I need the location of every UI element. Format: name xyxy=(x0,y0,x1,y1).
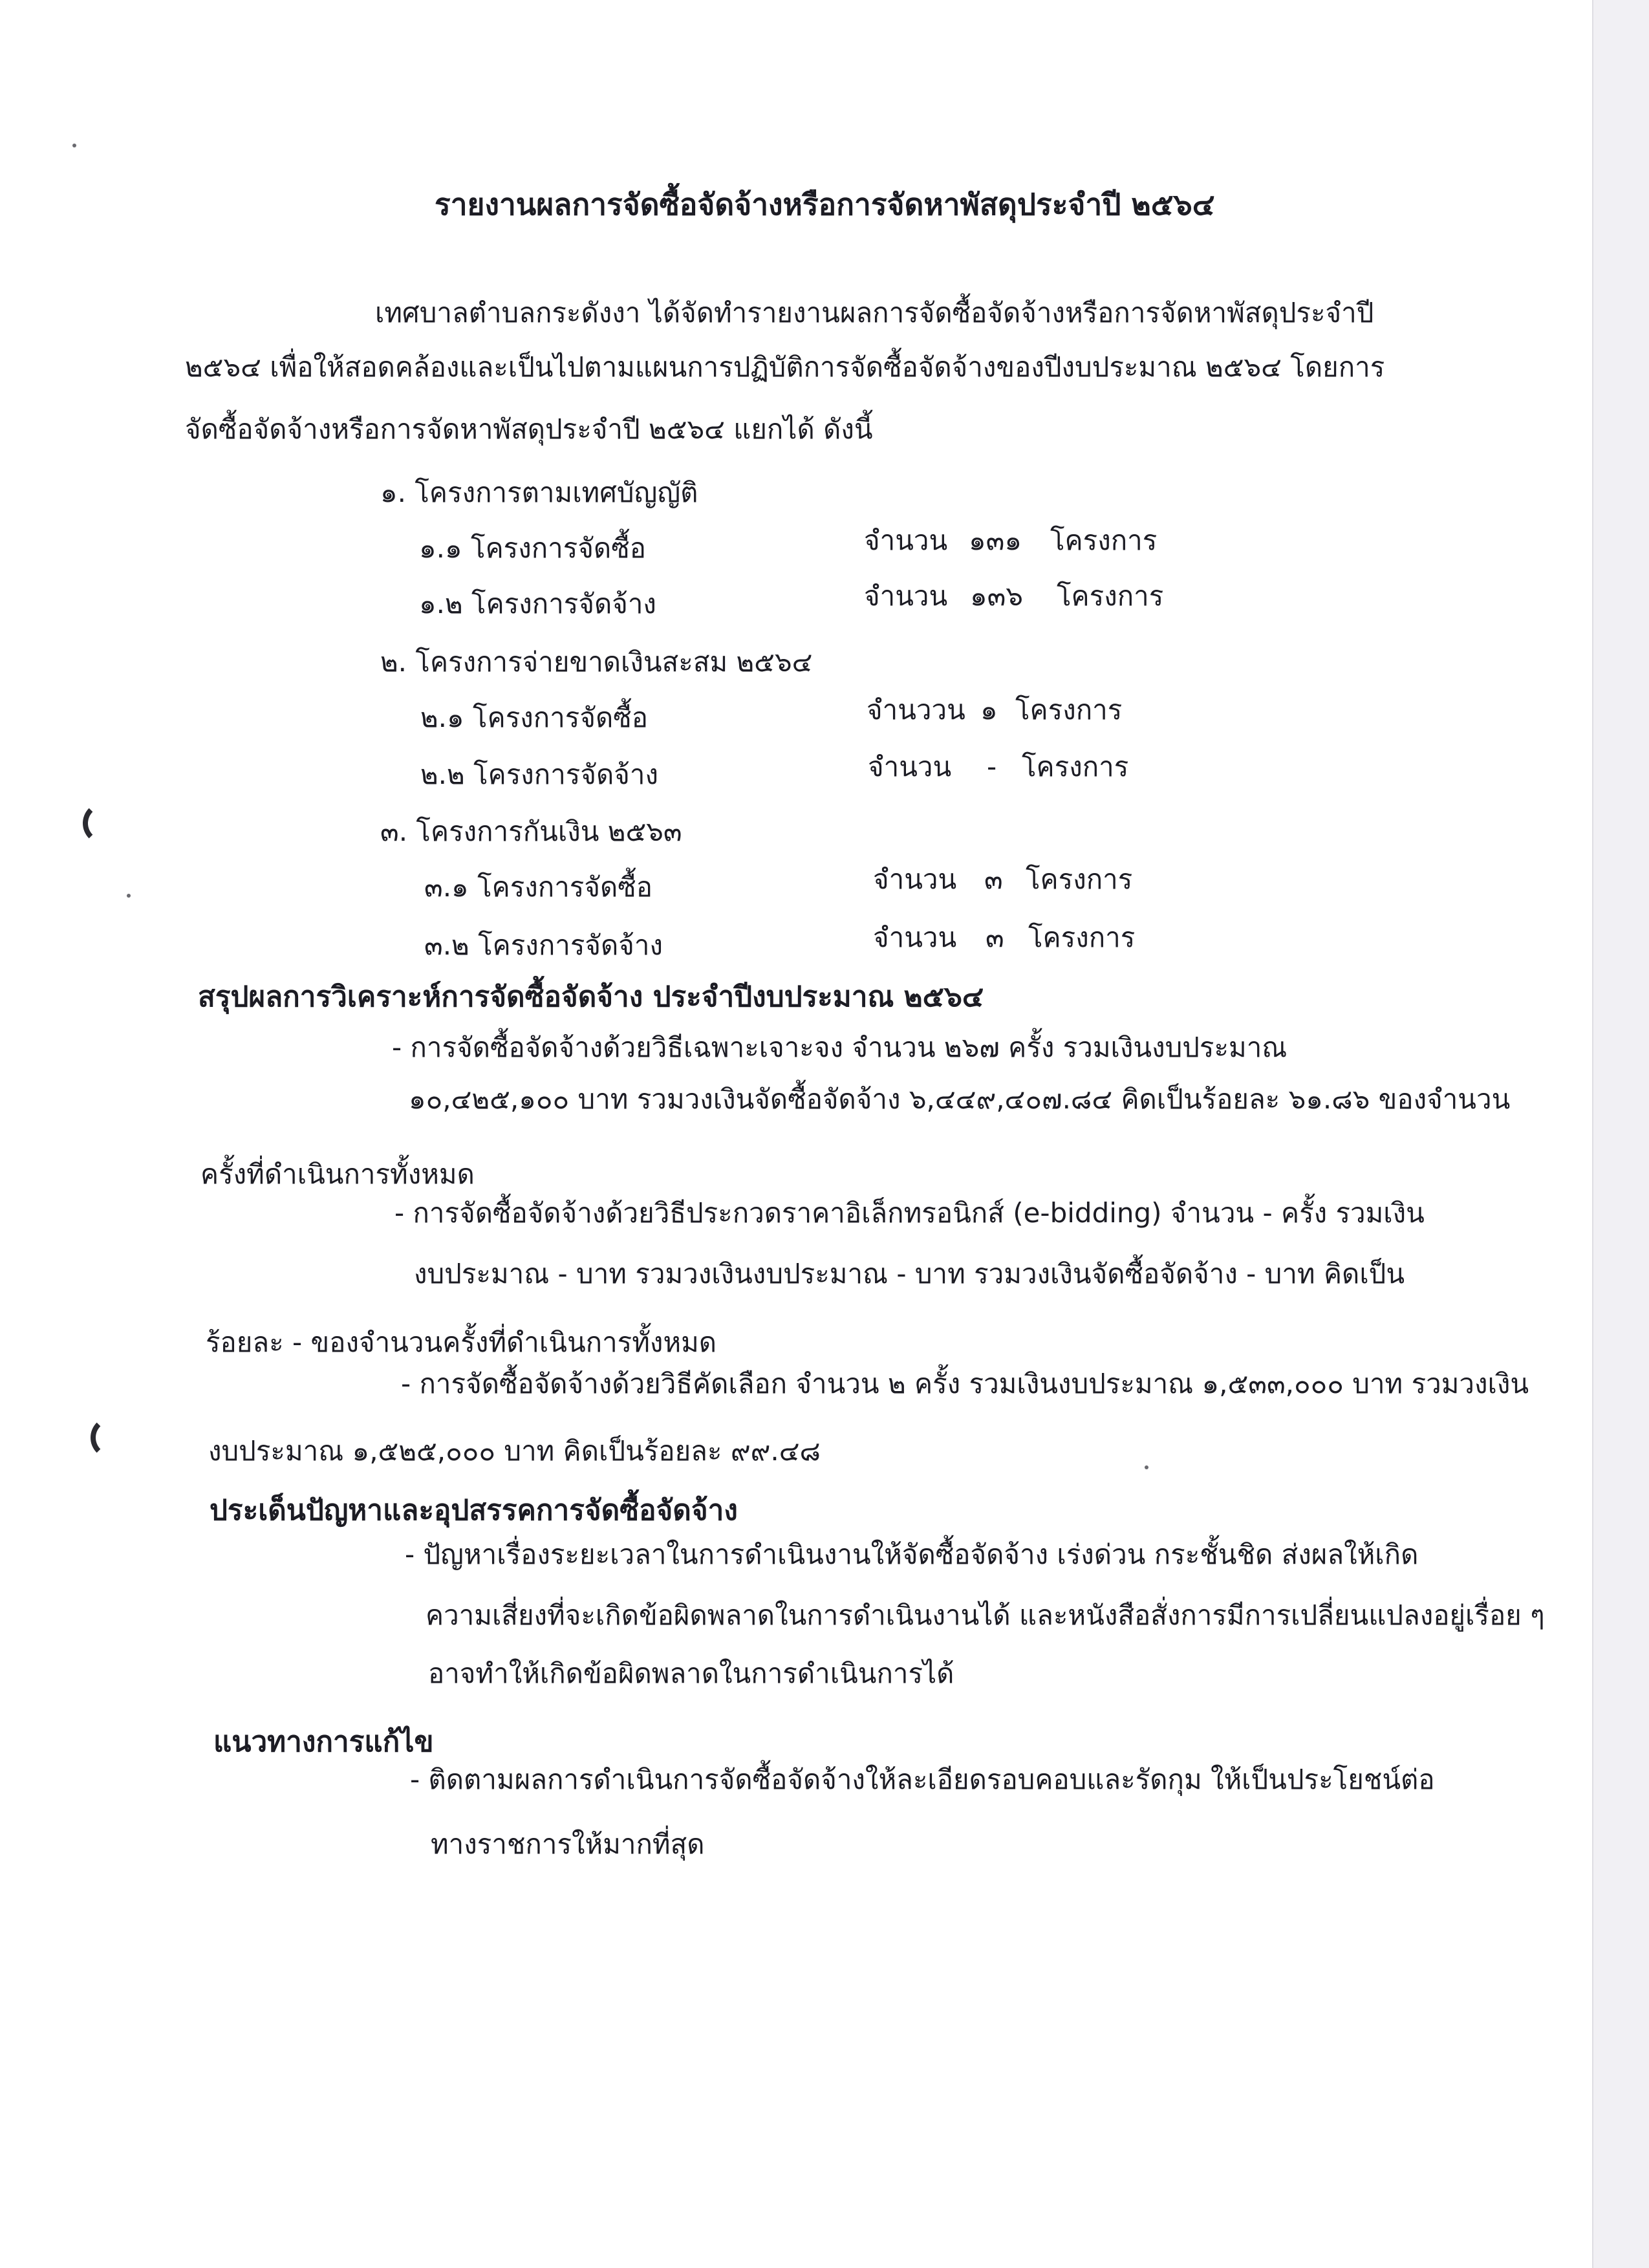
section-2-item-1-unit: โครงการ xyxy=(1015,694,1123,726)
problems-line-3: อาจทำให้เกิดข้อผิดพลาดในการดำเนินการได้ xyxy=(428,1658,954,1689)
section-2-item-2-count-label: จำนวน xyxy=(868,751,952,783)
section-2-item-2-unit: โครงการ xyxy=(1022,751,1129,783)
section-3-item-1-unit: โครงการ xyxy=(1026,863,1133,895)
summary-ebidding-line-3: ร้อยละ - ของจำนวนครั้งที่ดำเนินการทั้งหมด xyxy=(206,1326,717,1358)
section-1-item-1-label: ๑.๑ โครงการจัดซื้อ xyxy=(419,532,646,564)
page-edge xyxy=(1592,0,1649,2268)
summary-specific-line-1: - การจัดซื้อจัดจ้างด้วยวิธีเฉพาะเจาะจง จำนวน ๒๖๗ ครั้ง รวมเงินงบประมาณ xyxy=(392,1031,1288,1063)
summary-specific-line-3: ครั้งที่ดำเนินการทั้งหมด xyxy=(200,1158,475,1190)
scan-speck xyxy=(127,894,131,898)
intro-line-3: จัดซื้อจัดจ้างหรือการจัดหาพัสดุประจำปี ๒๕๖๔ แยกได้ ดังนี้ xyxy=(185,413,873,445)
document-title: รายงานผลการจัดซื้อจัดจ้างหรือการจัดหาพัสดุประจำปี ๒๕๖๔ xyxy=(435,187,1215,222)
punch-hole-mark-lower xyxy=(91,1416,133,1459)
section-1-item-2-unit: โครงการ xyxy=(1057,580,1164,612)
summary-selection-line-2: งบประมาณ ๑,๕๒๕,๐๐๐ บาท คิดเป็นร้อยละ ๙๙.๔๘ xyxy=(208,1435,821,1467)
summary-ebidding-line-2: งบประมาณ - บาท รวมวงเงินงบประมาณ - บาท รวมวงเงินจัดซื้อจัดจ้าง - บาท คิดเป็น xyxy=(414,1258,1405,1290)
intro-line-1: เทศบาลตำบลกระดังงา ได้จัดทำรายงานผลการจัดซื้อจัดจ้างหรือการจัดหาพัสดุประจำปี xyxy=(375,297,1374,329)
section-3-item-2-count: ๓ xyxy=(986,922,1004,953)
summary-heading: สรุปผลการวิเคราะห์การจัดซื้อจัดจ้าง ประจำปีงบประมาณ ๒๕๖๔ xyxy=(198,980,984,1013)
solutions-line-2: ทางราชการให้มากที่สุด xyxy=(431,1828,705,1860)
section-2-heading: ๒. โครงการจ่ายขาดเงินสะสม ๒๕๖๔ xyxy=(380,646,813,678)
summary-selection-line-1: - การจัดซื้อจัดจ้างด้วยวิธีคัดเลือก จำนวน ๒ ครั้ง รวมเงินงบประมาณ ๑,๕๓๓,๐๐๐ บาท รวมวงเงิน xyxy=(401,1368,1529,1399)
section-2-item-2-label: ๒.๒ โครงการจัดจ้าง xyxy=(420,759,658,790)
punch-hole-mark-upper xyxy=(83,802,125,845)
section-1-item-1-count: ๑๓๑ xyxy=(969,524,1022,556)
problems-line-2: ความเสี่ยงที่จะเกิดข้อผิดพลาดในการดำเนินงานได้ และหนังสือสั่งการมีการเปลี่ยนแปลงอยู่เรื่อย ๆ xyxy=(426,1599,1545,1631)
section-1-item-2-count: ๑๓๖ xyxy=(970,580,1024,612)
problems-line-1: - ปัญหาเรื่องระยะเวลาในการดำเนินงานให้จัดซื้อจัดจ้าง เร่งด่วน กระชั้นชิด ส่งผลให้เกิด xyxy=(405,1539,1419,1570)
solutions-line-1: - ติดตามผลการดำเนินการจัดซื้อจัดจ้างให้ละเอียดรอบคอบและรัดกุม ให้เป็นประโยชน์ต่อ xyxy=(410,1764,1435,1795)
section-1-item-1-count-label: จำนวน xyxy=(864,524,948,556)
section-3-item-1-count-label: จำนวน xyxy=(873,863,957,895)
section-2-item-1-count: ๑ xyxy=(980,694,998,726)
section-3-item-2-label: ๓.๒ โครงการจัดจ้าง xyxy=(424,929,663,961)
section-3-item-1-count: ๓ xyxy=(984,863,1003,895)
summary-specific-line-2: ๑๐,๔๒๕,๑๐๐ บาท รวมวงเงินจัดซื้อจัดจ้าง ๖,๔๔๙,๔๐๗.๘๔ คิดเป็นร้อยละ ๖๑.๘๖ ของจำนวน xyxy=(409,1083,1511,1115)
section-3-item-2-count-label: จำนวน xyxy=(873,922,957,953)
section-3-item-1-label: ๓.๑ โครงการจัดซื้อ xyxy=(424,871,652,903)
section-3-heading: ๓. โครงการกันเงิน ๒๕๖๓ xyxy=(380,815,682,847)
intro-line-2: ๒๕๖๔ เพื่อให้สอดคล้องและเป็นไปตามแผนการปฏิบัติการจัดซื้อจัดจ้างของปีงบประมาณ ๒๕๖๔ โดยการ xyxy=(185,351,1385,383)
solutions-heading: แนวทางการแก้ไข xyxy=(213,1725,434,1758)
section-1-item-2-count-label: จำนวน xyxy=(864,580,948,612)
scan-speck xyxy=(72,144,76,147)
section-1-item-1-unit: โครงการ xyxy=(1050,524,1158,556)
section-2-item-2-count: - xyxy=(987,751,997,783)
problems-heading: ประเด็นปัญหาและอุปสรรคการจัดซื้อจัดจ้าง xyxy=(210,1494,738,1527)
summary-ebidding-line-1: - การจัดซื้อจัดจ้างด้วยวิธีประกวดราคาอิเล็กทรอนิกส์ (e-bidding) จำนวน - ครั้ง รวมเงิน xyxy=(394,1197,1425,1229)
scan-speck xyxy=(1145,1465,1148,1469)
section-2-item-1-count-label: จำนววน xyxy=(867,694,965,726)
section-2-item-1-label: ๒.๑ โครงการจัดซื้อ xyxy=(420,702,648,733)
section-3-item-2-unit: โครงการ xyxy=(1028,922,1136,953)
section-1-item-2-label: ๑.๒ โครงการจัดจ้าง xyxy=(419,588,656,620)
section-1-heading: ๑. โครงการตามเทศบัญญัติ xyxy=(380,477,698,508)
